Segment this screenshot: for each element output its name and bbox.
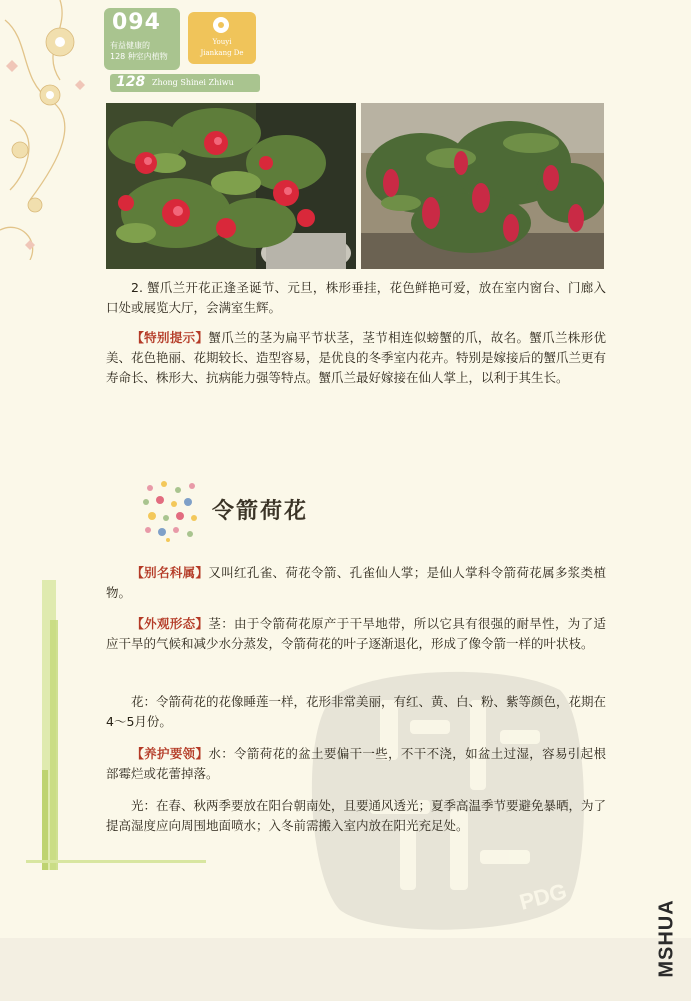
tip-text: 蟹爪兰的茎为扁平节状茎，茎节相连似螃蟹的爪，故名。蟹爪兰株形优美、花色艳丽、花期较长、造型容易，是优良的冬季室内花卉。特别是嫁接后的蟹爪兰更有寿命长、株形大、抗病能力强等特点。蟹爪兰最好嫁接在仙人掌上，以利于其生长。	[106, 330, 607, 385]
water-text: 水：令箭荷花的盆土要偏干一些，不干不浇，如盆土过湿，容易引起根部霉烂或花蕾掉落。	[106, 746, 606, 781]
series-romanization: Zhong Shinei Zhiwu	[152, 78, 234, 87]
book-title-line2: 128 种室内植物	[110, 52, 168, 61]
alias-text: 又叫红孔雀、荷花令箭、孔雀仙人掌；是仙人掌科令箭荷花属多浆类植物。	[106, 565, 606, 600]
page-number: 094	[112, 10, 161, 35]
section-title: 令箭荷花	[212, 499, 309, 524]
romanization-line2: Jiankang De	[200, 49, 244, 57]
seal-text: PDG	[516, 878, 570, 915]
page-edge	[0, 938, 691, 1001]
crab-cactus-tip	[106, 328, 606, 388]
light-paragraph	[106, 796, 606, 836]
book-romanization-badge	[188, 12, 256, 64]
alias-paragraph	[106, 563, 606, 603]
care-paragraph	[106, 744, 606, 784]
appearance-label: 【外观形态】	[131, 616, 209, 631]
flower-paragraph	[106, 692, 606, 732]
floral-decoration	[0, 0, 120, 260]
crab-cactus-point-2: 2. 蟹爪兰开花正逢圣诞节、元旦，株形垂挂，花色鲜艳可爱，放在室内窗台、门廊入口处或展览大厅，会满室生辉。	[106, 280, 606, 315]
romanization-line1: Youyi	[212, 38, 232, 46]
light-text: 光：在春、秋两季要放在阳台朝南处，且要通风透光；夏季高温季节要避免暴晒，为了提高湿度应向周围地面喷水；入冬前需搬入室内放在阳光充足处。	[106, 798, 607, 833]
appearance-paragraph	[106, 614, 606, 654]
book-title-line1: 有益健康的	[110, 41, 150, 50]
series-bar	[110, 74, 260, 92]
crab-cactus-photo-2	[361, 103, 604, 269]
flower-cluster-icon	[138, 478, 202, 544]
flower-icon	[213, 17, 229, 33]
stem-text: 茎：由于令箭荷花原产于干旱地带，所以它具有很强的耐旱性，为了适应干旱的气候和减少水分蒸发，令箭荷花的叶子逐渐退化，形成了像令箭一样的叶状枝。	[106, 616, 606, 651]
flower-text: 花：令箭荷花的花像睡莲一样，花形非常美丽，有红、黄、白、粉、紫等颜色，花期在4～5月份。	[106, 694, 607, 729]
scanner-watermark: MSHUA	[655, 898, 678, 978]
care-label: 【养护要领】	[131, 746, 209, 761]
tip-label: 【特别提示】	[131, 330, 209, 345]
page-number-badge	[104, 8, 180, 70]
alias-label: 【别名科属】	[131, 565, 209, 580]
crab-cactus-photo-1	[106, 103, 356, 269]
series-number: 128	[116, 74, 146, 90]
